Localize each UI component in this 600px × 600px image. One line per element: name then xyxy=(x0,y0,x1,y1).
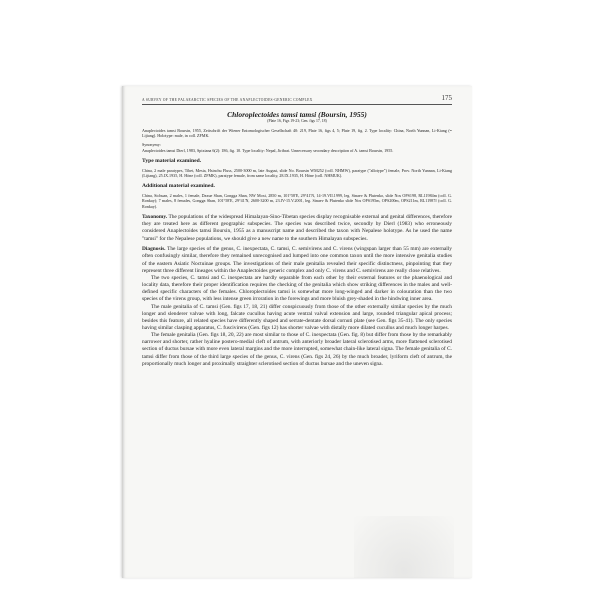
species-title: Chloroplectoides tamsi tamsi (Boursin, 1955) xyxy=(227,109,367,119)
page-discoloration xyxy=(354,516,454,578)
additional-material-text: China, Sichuan, 2 males, 1 female, Daxue Shan, Gongga Shan, NW Moxi, 2850 m, 101°58'E, 29°41'N, 14-19.VII.1999, leg. Sinaev & Plutenko, slide Nos OPS198, RL11984m (coll. G. Ronkay); 7 males, 8 females, Gongga Shan, 101°58'E, 29°41'N, 2600-3200 m, 23.IV-15.V.2001, leg. Sinaev & Plutenko slide Nos OPS195m, OPS200m, OPS211m, RL11987f (coll. G. Ronkay). xyxy=(142,192,452,209)
additional-material-heading: Additional material examined. xyxy=(142,183,215,190)
synonymy-text: Anaplectoides tamsi Dierl, 1983, Spixiana 6(2): 186, fig. 10. Type locality: Nepal, Jiribrat. Unnecessary secondary description of A. tamsi Boursin, 1955. xyxy=(142,147,394,153)
type-material-text: China, 2 male paratypes, Tibet, Mesia, Hsinchu Fluss, 2500-3000 m, late August, slide No. Boursin WM252 (coll. NHMW), paratype ("allotype") female, Prov. North Yunnan, Li-Kiang (Lijiang), 25.IX.1935, H. Höne (coll. ZFMK), paratype female, from same locality, 28.IX.1935, H. Höne (coll. NHMUK). xyxy=(142,167,452,179)
taxonomy-text: The populations of the widespread Himalayan-Sino-Tibetan species display recognisable external and genital differences, therefore they are treated here as different geographic subspecies. The species was described twice, secondly by Dierl (1983) who erroneously considered Anaplectoides tamsi Boursin, 1955 as a manuscript name and described the taxon with Nepalese holotype. As he used the name "tamsi" for the Nepalese populations, we should give a new name to the southern Himalayan subspecies. xyxy=(142,214,452,242)
diagnosis-paragraph-1 xyxy=(142,246,452,275)
diagnosis-text-1: The large species of the genus, C. inexpectata, C. tamsi, C. semivirens and C. virens (wingspan larger than 55 mm) are externally often confusingly similar, therefore they remained unrecognised and lumped into one common taxon until the more intensive genitalia studies of the eastern Asiatic Noctuinae groups. The investigations of their male genitalia revealed their specific distinctness, pinpointing that they represent three different lineages within the Anaplectoides generic complex and only C. virens and C. semivirens are really close relatives. xyxy=(142,246,452,274)
diagnosis-paragraph-2: The two species, C. tamsi and C. inexpectata are hardly separable from each other by their external features or the phaenological and locality data, therefore their proper identification requires the checking of the genitalia which show striking differences in the males and well-defined specific characters of the females. Chloroplectoides tamsi is somewhat more long-winged and darker in colouration than the two species of the virens group, with less intense green irroration in the forewings and more bluish grey-shaded in the hindwing inner area. xyxy=(142,274,452,303)
synonymy-label: Synonymy: xyxy=(142,142,161,148)
diagnosis-paragraph-3: The male genitalia of C. tamsi (Gen. figs 17, 18, 21) differ conspicuously from those of the other externally similar species by the much longer and slenderer valvae with long, falcate cucullus having acute ventral valval extension and large, rounded triangular apical process; besides this feature, all related species have differently shaped and serrate-dentate dorsal cornuti plate (see Gen. figs 35-41). The only species having similar clasping apparatus, C. fuscivirens (Gen. figs 12) has shorter valvae with distally more dilated cucullus and much longer harpes. xyxy=(142,303,452,331)
book-page xyxy=(122,86,472,578)
diagnosis-paragraph-4: The female genitalia (Gen. figs 18, 20, 22) are most similar to those of C. inexpectata (Gen. fig. 8) but differ from those by the remarkably narrower and shorter, rather hyaline postero-medial cleft of antrum, with anteriorly broader lateral sclerotised arms, more flattened sclerotised section of ductus bursae with more even lateral margins and the more interrupted, somewhat chain-like lateral signa. The female genitalia of C. tamsi differ from those of the third large species of the genus, C. virens (Gen. figs 24, 26) by the much broader, lyriform cleft of antrum, the proportionally much longer and proximally straighter sclerotised section of ductus bursae and the uneven signa. xyxy=(142,332,452,367)
species-plates: (Plate 16, Figs 19-23; Gen. figs 17, 18) xyxy=(267,119,327,123)
original-citation: Anaplectoides tamsi Boursin, 1955, Zeitschrift der Wiener Entomologischer Gesellschaft 40: 219, Plate 16, figs 4, 5; Plate 19, fig. 2. Type locality: China, North Yunnan, Li-Kiang (= Lijiang). Holotype: male, in coll. ZFMK. xyxy=(142,128,452,139)
taxonomy-label: Taxonomy. xyxy=(142,214,168,221)
diagnosis-label: Diagnosis. xyxy=(142,246,166,253)
page-number: 175 xyxy=(441,94,452,102)
running-header xyxy=(142,94,452,105)
taxonomy-paragraph xyxy=(142,214,452,243)
running-title: A SURVEY OF THE PALAEARCTIC SPECIES OF THE ANAPLECTOIDES-GENERIC COMPLEX xyxy=(142,98,313,102)
page-content xyxy=(142,94,452,368)
type-material-heading: Type material examined. xyxy=(142,158,202,165)
